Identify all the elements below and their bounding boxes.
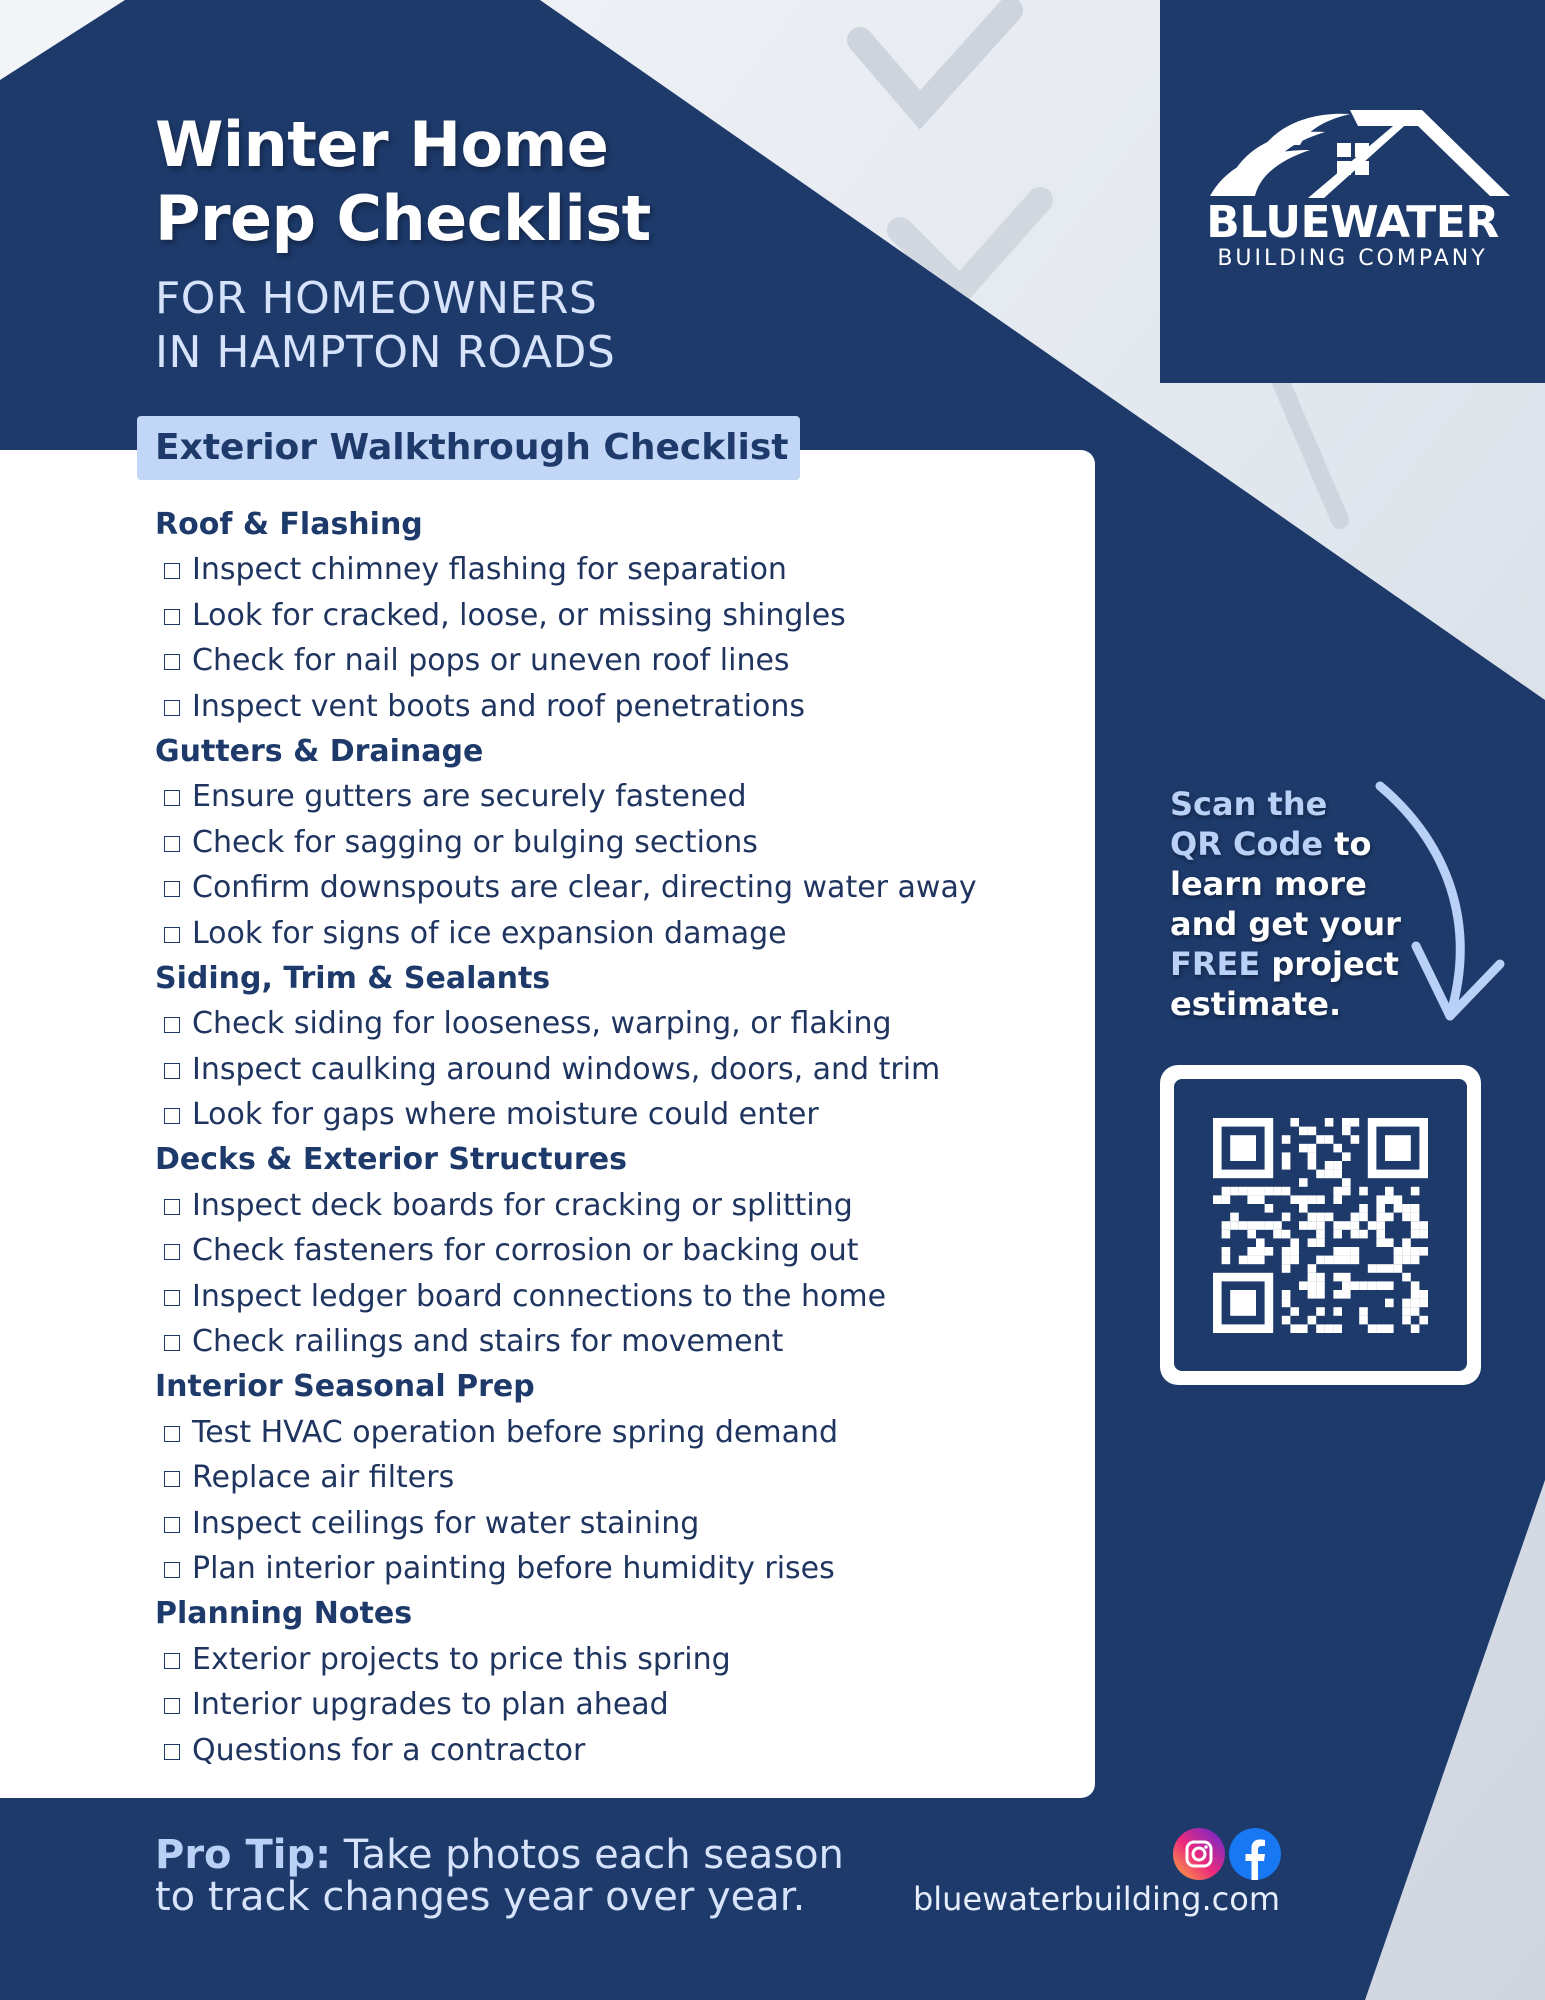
section-title: Planning Notes	[155, 1596, 413, 1632]
pro-tip	[155, 1834, 844, 1918]
checkbox-icon[interactable]	[164, 1698, 180, 1714]
checklist-item[interactable]: Inspect chimney flashing for separation	[155, 547, 1075, 592]
checklist-item[interactable]: Confirm downspouts are clear, directing water away	[155, 865, 1075, 910]
checklist-item[interactable]: Look for gaps where moisture could enter	[155, 1092, 1075, 1137]
section-title: Siding, Trim & Sealants	[155, 960, 551, 996]
checkbox-icon[interactable]	[164, 1017, 180, 1033]
checklist-item[interactable]: Check for nail pops or uneven roof lines	[155, 638, 1075, 683]
checkbox-icon[interactable]	[164, 1290, 180, 1306]
checklist-item[interactable]: Inspect ceilings for water staining	[155, 1501, 1075, 1546]
checkbox-icon[interactable]	[164, 1335, 180, 1351]
company-logo	[1160, 0, 1545, 383]
cta-line-1: Scan the	[1170, 785, 1328, 823]
checkbox-icon[interactable]	[164, 563, 180, 579]
checkbox-icon[interactable]	[164, 1199, 180, 1215]
checklist-item[interactable]: Questions for a contractor	[155, 1728, 1075, 1773]
instagram-icon[interactable]	[1173, 1828, 1225, 1880]
website-link[interactable]: bluewaterbuilding.com	[912, 1880, 1280, 1918]
facebook-icon[interactable]	[1229, 1828, 1281, 1880]
checklist-item[interactable]: Plan interior painting before humidity rises	[155, 1546, 1075, 1591]
checkbox-icon[interactable]	[164, 1063, 180, 1079]
checklist-item[interactable]: Inspect ledger board connections to the home	[155, 1274, 1075, 1319]
logo-subtitle: BUILDING COMPANY	[1217, 246, 1488, 271]
checkbox-icon[interactable]	[164, 609, 180, 625]
checklist-item[interactable]: Check for sagging or bulging sections	[155, 820, 1075, 865]
checklist-heading: Exterior Walkthrough Checklist	[137, 416, 800, 480]
checklist-item[interactable]: Interior upgrades to plan ahead	[155, 1682, 1075, 1727]
checkbox-icon[interactable]	[164, 1562, 180, 1578]
title-line-1: Winter Home	[155, 108, 609, 181]
subtitle-line-1: FOR HOMEOWNERS	[155, 273, 598, 324]
checkbox-icon[interactable]	[164, 836, 180, 852]
checkbox-icon[interactable]	[164, 1517, 180, 1533]
section-title: Decks & Exterior Structures	[155, 1142, 627, 1178]
checklist-item[interactable]: Inspect deck boards for cracking or splitting	[155, 1183, 1075, 1228]
cta-line-2: QR Code to	[1170, 825, 1372, 863]
checkbox-icon[interactable]	[164, 700, 180, 716]
cta-line-6: estimate.	[1170, 985, 1342, 1023]
pro-tip-line-2: to track changes year over year.	[155, 1874, 806, 1920]
section-title: Interior Seasonal Prep	[155, 1369, 535, 1405]
cta-line-5: FREE project	[1170, 945, 1399, 983]
checkbox-icon[interactable]	[164, 1744, 180, 1760]
page-subtitle	[155, 272, 615, 380]
checkbox-icon[interactable]	[164, 927, 180, 943]
checkbox-icon[interactable]	[164, 1244, 180, 1260]
section-title: Roof & Flashing	[155, 507, 423, 542]
section-title: Gutters & Drainage	[155, 733, 484, 769]
checkbox-icon[interactable]	[164, 1426, 180, 1442]
checklist-item[interactable]: Look for signs of ice expansion damage	[155, 911, 1075, 956]
checkbox-icon[interactable]	[164, 881, 180, 897]
checklist	[155, 502, 1075, 1773]
checklist-item[interactable]: Inspect vent boots and roof penetrations	[155, 684, 1075, 729]
logo-name: BLUEWATER	[1206, 197, 1499, 248]
checklist-item[interactable]: Test HVAC operation before spring demand	[155, 1410, 1075, 1455]
house-logo-icon	[1160, 0, 1545, 200]
checklist-item[interactable]: Exterior projects to price this spring	[155, 1637, 1075, 1682]
checklist-item[interactable]: Replace air filters	[155, 1455, 1075, 1500]
checklist-item[interactable]: Check fasteners for corrosion or backing out	[155, 1228, 1075, 1273]
checklist-item[interactable]: Ensure gutters are securely fastened	[155, 774, 1075, 819]
checkbox-icon[interactable]	[164, 1471, 180, 1487]
checklist-item[interactable]: Check railings and stairs for movement	[155, 1319, 1075, 1364]
checkbox-icon[interactable]	[164, 1653, 180, 1669]
title-line-2: Prep Checklist	[155, 182, 651, 255]
qr-code-icon[interactable]	[1213, 1118, 1428, 1333]
subtitle-line-2: IN HAMPTON ROADS	[155, 327, 616, 378]
pro-tip-line-1: Pro Tip: Take photos each season	[155, 1832, 844, 1878]
checkbox-icon[interactable]	[164, 654, 180, 670]
qr-code[interactable]	[1174, 1079, 1467, 1371]
checklist-item[interactable]: Look for cracked, loose, or missing shingles	[155, 593, 1075, 638]
curved-arrow-icon	[1370, 776, 1510, 1036]
cta-line-3: learn more	[1170, 865, 1367, 903]
checklist-item[interactable]: Inspect caulking around windows, doors, and trim	[155, 1047, 1075, 1092]
checkbox-icon[interactable]	[164, 1108, 180, 1124]
qr-code-frame[interactable]	[1160, 1065, 1481, 1385]
page-title	[155, 108, 651, 256]
cta-line-4: and get your	[1170, 905, 1401, 943]
checklist-item[interactable]: Check siding for looseness, warping, or flaking	[155, 1001, 1075, 1046]
checkbox-icon[interactable]	[164, 790, 180, 806]
